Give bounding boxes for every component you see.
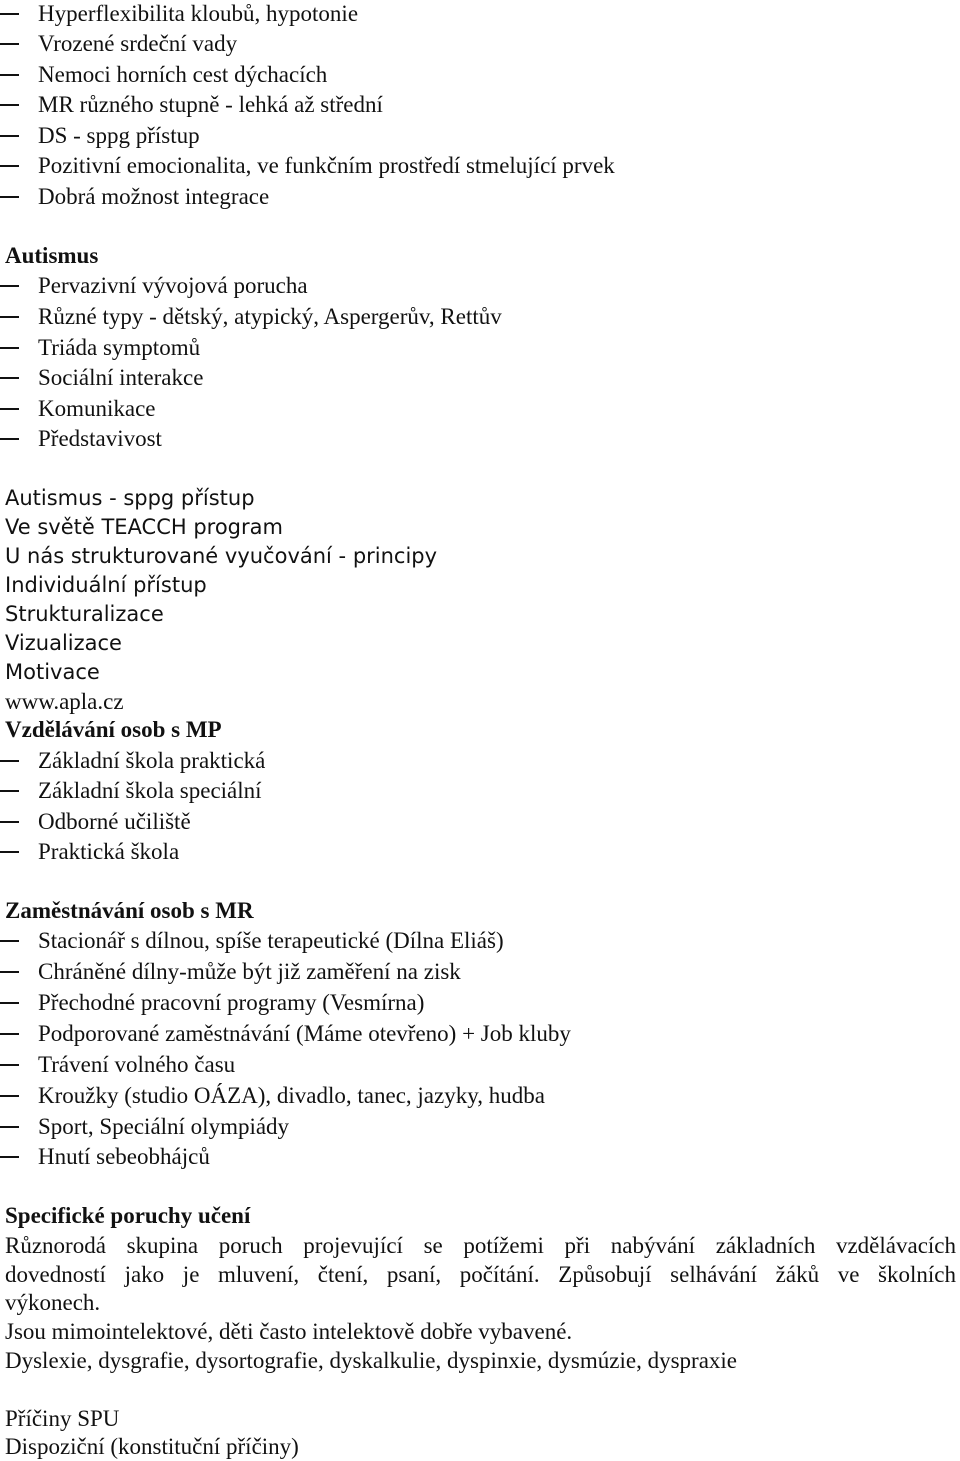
list-item: Dobrá možnost integrace — [38, 184, 270, 209]
list-item: Pervazivní vývojová porucha — [38, 273, 308, 298]
text-line: Motivace — [5, 660, 100, 684]
list-item: Stacionář s dílnou, spíše terapeutické (Dílna Eliáš) — [38, 928, 504, 953]
list-item: Různé typy - dětský, atypický, Aspergerův, Rettův — [38, 304, 502, 329]
section-heading-spu: Specifické poruchy učení — [5, 1203, 251, 1228]
section-heading-vzdelavani: Vzdělávání osob s MP — [5, 717, 222, 742]
list-item: Nemoci horních cest dýchacích — [38, 62, 328, 87]
list-item: Hnutí sebeobhájců — [38, 1144, 210, 1169]
list-item: Sociální interakce — [38, 365, 204, 390]
text-line: Dispoziční (konstituční příčiny) — [5, 1434, 299, 1459]
paragraph-line: dovedností jako je mluvení, čtení, psaní, počítání. Způsobují selhávání žáků ve školních — [5, 1262, 956, 1287]
list-item: Praktická škola — [38, 839, 180, 864]
list-item: Chráněné dílny-může být již zaměření na zisk — [38, 959, 461, 984]
list-item: Trávení volného času — [38, 1052, 236, 1077]
list-item: Představivost — [38, 426, 162, 451]
section-heading-zamestnavani: Zaměstnávání osob s MR — [5, 898, 254, 923]
text-line: Individuální přístup — [5, 573, 207, 597]
list-item: Pozitivní emocionalita, ve funkčním prostředí stmelující prvek — [38, 153, 615, 178]
list-item: MR různého stupně - lehká až střední — [38, 92, 383, 117]
list-item: Hyperflexibilita kloubů, hypotonie — [38, 1, 359, 26]
apla-link[interactable]: www.apla.cz — [5, 689, 124, 714]
section-heading-autismus: Autismus — [5, 243, 99, 268]
list-item: Základní škola speciální — [38, 778, 262, 803]
list-item: Přechodné pracovní programy (Vesmírna) — [38, 990, 425, 1015]
list-item: DS - sppg přístup — [38, 123, 200, 148]
list-item: Podporované zaměstnávání (Máme otevřeno) + Job kluby — [38, 1021, 571, 1046]
list-item: Triáda symptomů — [38, 335, 201, 360]
list-item: Komunikace — [38, 396, 156, 421]
text-line: Jsou mimointelektové, děti často intelektově dobře vybavené. — [5, 1319, 573, 1344]
list-item: Sport, Speciální olympiády — [38, 1114, 290, 1139]
text-line: Ve světě TEACCH program — [5, 515, 283, 539]
paragraph-line: výkonech. — [5, 1290, 101, 1315]
text-line: Vizualizace — [5, 631, 122, 655]
list-item: Kroužky (studio OÁZA), divadlo, tanec, jazyky, hudba — [38, 1083, 545, 1108]
text-line: Příčiny SPU — [5, 1406, 120, 1431]
text-line: U nás strukturované vyučování - principy — [5, 544, 438, 568]
list-item: Odborné učiliště — [38, 809, 191, 834]
text-line: Strukturalizace — [5, 602, 164, 626]
list-item: Základní škola praktická — [38, 748, 266, 773]
paragraph-line: Různorodá skupina poruch projevující se potížemi při nabývání základních vzdělávacích — [5, 1233, 956, 1258]
list-item: Vrozené srdeční vady — [38, 31, 238, 56]
text-line: Autismus - sppg přístup — [5, 486, 255, 510]
text-line: Dyslexie, dysgrafie, dysortografie, dyskalkulie, dyspinxie, dysmúzie, dyspraxie — [5, 1348, 738, 1373]
